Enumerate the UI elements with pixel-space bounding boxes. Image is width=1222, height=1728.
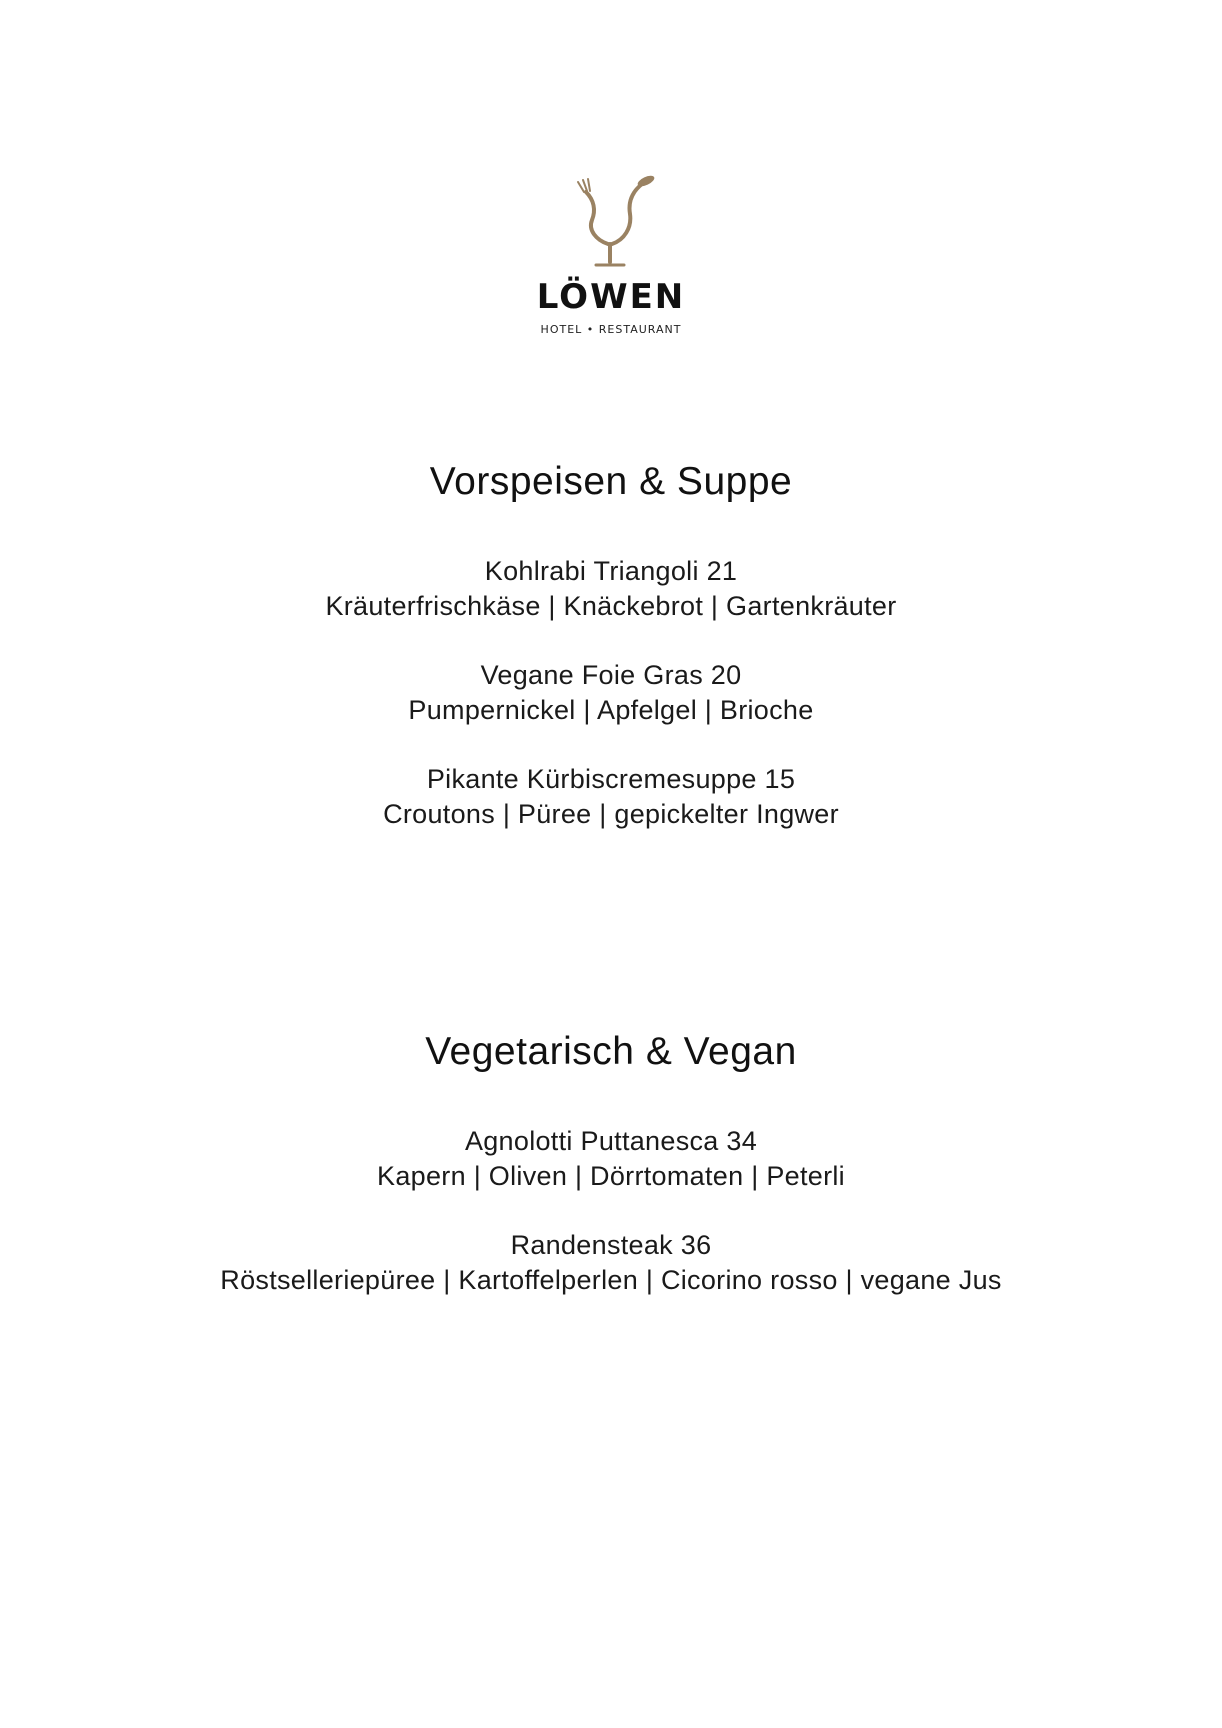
fork-spoon-glass-icon	[556, 170, 666, 270]
dish-item	[0, 554, 1222, 624]
dish-item	[0, 1228, 1222, 1298]
dish-description: Kapern | Oliven | Dörrtomaten | Peterli	[377, 1161, 845, 1191]
section-title: Vegetarisch & Vegan	[425, 1030, 797, 1073]
dish-item	[0, 762, 1222, 832]
dish-description: Croutons | Püree | gepickelter Ingwer	[383, 799, 839, 829]
dish-name: Randensteak 36	[510, 1230, 712, 1260]
section-starters	[0, 458, 1222, 866]
dish-name: Agnolotti Puttanesca 34	[464, 1126, 758, 1156]
dish-item	[0, 1124, 1222, 1194]
dish-description: Röstselleriepüree | Kartoffelperlen | Cicorino rosso | vegane Jus	[220, 1265, 1002, 1295]
dish-description: Pumpernickel | Apfelgel | Brioche	[408, 695, 814, 725]
dish-name: Kohlrabi Triangoli 21	[484, 556, 738, 586]
brand-name: LÖWEN	[536, 277, 686, 317]
brand-subtitle: HOTEL • RESTAURANT	[540, 323, 682, 336]
dish-description: Kräuterfrischkäse | Knäckebrot | Gartenkräuter	[325, 591, 897, 621]
dish-item	[0, 658, 1222, 728]
logo	[0, 170, 1222, 335]
dish-name: Vegane Foie Gras 20	[480, 660, 742, 690]
section-vegetarian-vegan	[0, 1028, 1222, 1332]
dish-name: Pikante Kürbiscremesuppe 15	[426, 764, 796, 794]
section-title: Vorspeisen & Suppe	[429, 460, 793, 503]
